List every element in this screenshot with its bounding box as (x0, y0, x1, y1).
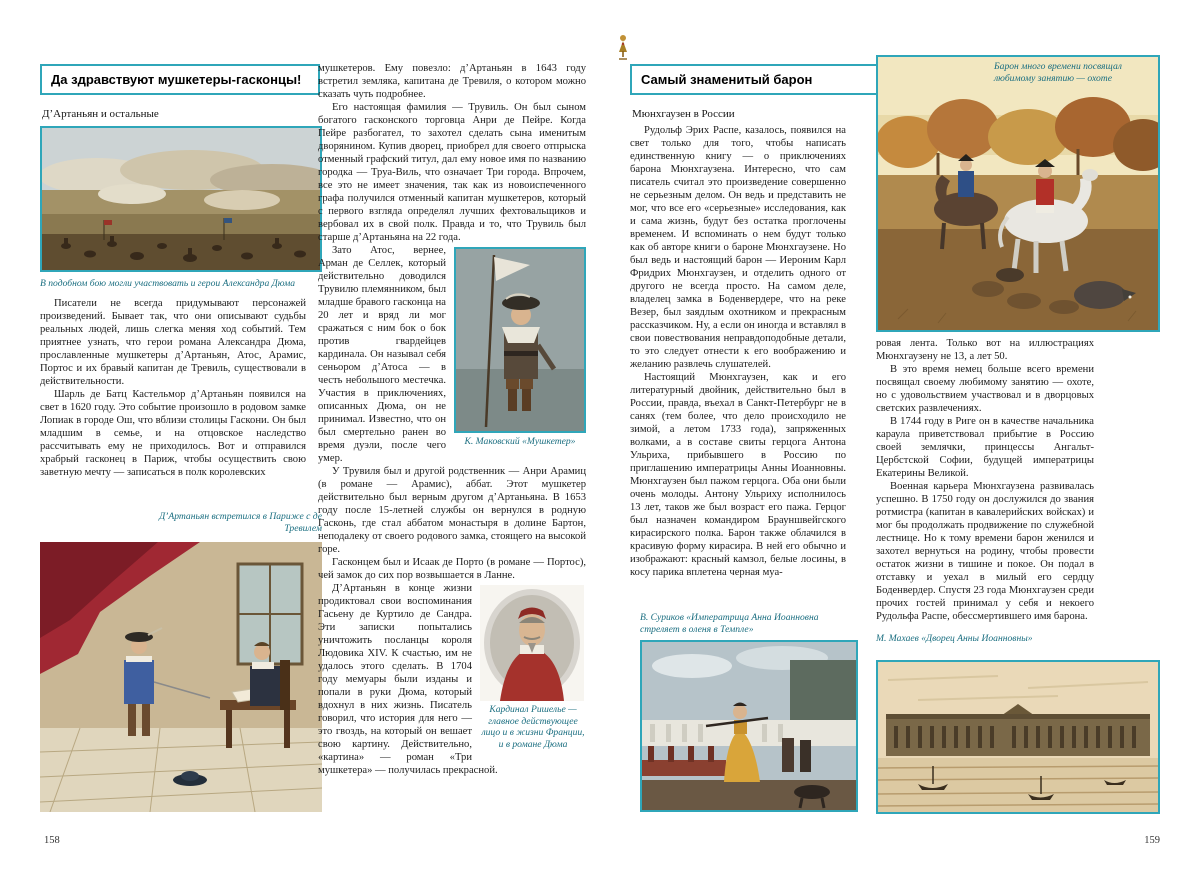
paragraph: Зато Атос, вернее, Арман де Селлек, который действительно доводился Трувилю племянником, был младше бравого гасконца на 20 лет и вряд ли мог сражаться с ним бок о бок против гвардейцев кардинала. Он называл себя сеньором д’Атоса — в честь небольшого местечка. Участия в приключениях, описанных Дюма, он не принимал. Известно, что он был смертельно ранен во время дуэли, после чего умер. (318, 245, 446, 464)
battle-scene-image (40, 126, 322, 272)
right-page-number: 159 (1144, 835, 1160, 846)
richelieu-caption: Кардинал Ришелье — главное действующее лицо и в жизни Франции, и в романе Дюма (481, 704, 585, 750)
paragraph: ровая лента. Только вот на иллюстрациях Мюнхгаузену не 13, а лет 50. (876, 338, 1094, 362)
left-page-subtitle: Д’Артаньян и остальные (42, 108, 159, 120)
musketeer-painting (454, 247, 586, 433)
paragraph: Шарль де Батц Кастельмор д’Артаньян появился на свет в 1620 году. Это событие произошло в родовом замке Лопиак в городе Ош, что вблизи столицы Гаскони. Он был младшим в семье, и на отцовское наследство рассчитывать ему не приходилось. Вот и отправился храбрый гасконец в Париж, чтобы осуществить свою заветную мечту — записаться в полк королевских (40, 389, 306, 478)
paragraph: Его настоящая фамилия — Трувиль. Он был сыном богатого гасконского торговца Анри де Пейре. Когда Пейре разбогател, то захотел сделать сына именитым дворянином. Купив дворец, приобрел для своего отпрыска отменный графский титул, дал ему новое имя по названию городка — Труа-Виль, что означает Три города. Впрочем, все это не имеет значения, так как из новоиспеченного графа получился отменный капитан мушкетеров, который с первого взгляда определял лучших фехтовальщиков и вербовал их в свой полк. Правда и то, что Трувиль был старше д’Артаньяна на 22 года. (318, 102, 586, 243)
paragraph: Д’Артаньян в конце жизни продиктовал свои воспоминания Гасьену де Куртило де Сандра. Эти записки попытались уничтожить посланцы короля Людовика XIV. К счастью, им не удалось этого сделать. В 1704 году мемуары были изданы и попали в руки Дюма, который вдохнул в них жизнь. Писатель говорил, что история для него — это гвоздь, на который он вешает свою картину. Действительно, «картина» — роман «Три мушкетера» — получилась прекрасной. (318, 583, 498, 776)
right-column-1 (630, 124, 846, 616)
ornament-icon (615, 34, 631, 60)
paragraph: Рудольф Эрих Распе, казалось, появился на свет только для того, чтобы написать единственную книгу — о приключениях барона Мюнхгаузена. Интересно, что сам писатель считал это произведение совершенно не серьезным делом. Он ведь и представить не мог, что все его «серьезные» исследования, как и сама жизнь, будут без остатка проглочены временем. И вспоминать о нем будут только как об авторе книги о бароне Мюнхгаузене. Но был ведь и настоящий барон — Иероним Карл Фридрих Мюнхгаузен, и отделить одного от другого не всегда просто. На самом деле, владелец замка в Боденвердере, что на реке Везер, был заядлым охотником и прекрасным рассказчиком. Ну, а если он иногда и вставлял в свои повествования неправдоподобные детали, то это следует отнести к его воображению и желанию развлечь слушателей. (630, 125, 846, 370)
paragraph: У Трувиля был и другой родственник — Анри Арамиц (в романе — Арамис), аббат. Этот мушкетер действительно был верным другом д’Артаньяна. В 1653 году после 15-летней службы он вернулся в родную Гасконь, где стал аббатом монастыря в долине Бартон, неподалеку от своего родового замка, стоящего на высокой горе. (318, 466, 586, 555)
paragraph: Гасконцем был и Исаак де Порто (в романе — Портос), чей замок до сих пор возвышается в Ланне. (318, 557, 586, 581)
right-column-2 (876, 337, 1094, 627)
battle-scene-caption: В подобном бою могли участвовать и герои Александра Дюма (40, 278, 296, 289)
left-column-1 (40, 297, 306, 511)
paragraph: В это время немец больше всего времени посвящал своему любимому занятию — охоте, но с удовольствием участвовал и в дворцовых светских развлечениях. (876, 364, 1094, 414)
hunting-illustration (876, 55, 1160, 332)
musketeer-caption: К. Маковский «Мушкетер» (464, 436, 576, 447)
paragraph: мушкетеров. Ему повезло: д’Артаньян в 1643 году встретил земляка, капитана де Тревиля, о котором можно сказать чуть подробнее. (318, 63, 586, 100)
hunting-caption: Барон много времени посвящал любимому занятию — охоте (994, 61, 1122, 84)
left-column-2 (318, 62, 586, 834)
left-page-title: Да здравствуют мушкетеры-гасконцы! (40, 64, 320, 95)
paragraph: Настоящий Мюнхгаузен, как и его литературный двойник, действительно был в России, правда, въехал в Санкт-Петербург не в санях (тем более, что дело происходило не зимой, а летом 1733 года), запряженных волками, а в составе свиты герцога Антона Ульриха, прибывшего в Россию по приглашению императрицы Анны Иоанновны. Мюнхгаузен был пажом герцога. Оба они были очень молоды. Антону Ульриху исполнилось 13 лет, таков же был возраст его пажа. Герцог был назначен командиром Брауншвейгского кирасирского полка. Барон также облачился в красивую форму кирасира. В ней его обычно и изображают: красный камзол, белые лосины, в косу парика вплетена черная муа- (630, 372, 846, 578)
makhaev-caption: М. Махаев «Дворец Анны Иоанновны» (876, 633, 1033, 644)
musketeer-figure (454, 247, 586, 448)
surikov-caption: В. Суриков «Императрица Анна Иоанновна стреляет в оленя в Темпле» (640, 612, 819, 635)
richelieu-figure (480, 585, 586, 750)
richelieu-portrait (480, 585, 584, 701)
paragraph: Военная карьера Мюнхгаузена развивалась успешно. В 1750 году он дослужился до звания ротмистра (капитан в кавалерийских войсках) и мог бы продолжать продвижение по служебной лестнице. Но к тому времени барон женился и захотел вернуться на родину, чтобы провести остаток жизни в тишине и покое. Он подал в отставку и уехал в милый его сердцу Боденвердер. Спустя 23 года Мюнхгаузен среди прочих гостей принимал у себя и некоего Рудольфа Распе, обессмертившего имя барона. (876, 481, 1094, 622)
left-page-number: 158 (44, 835, 60, 846)
meeting-caption: Д’Артаньян встретился в Париже с де Тревилем (159, 511, 322, 534)
paragraph: Писатели не всегда придумывают персонажей произведений. Бывает так, что они описывают судьбы реальных людей, лишь слегка меняя ход событий. Тем приятнее узнать, что герои романа Александра Дюма, прославленные мушкетеры д’Артаньян, Атос, Арамис, Портос и их бравый капитан де Тревиль, существовали в действительности. (40, 298, 306, 387)
makhaev-engraving (876, 660, 1160, 814)
right-page-subtitle: Мюнхгаузен в России (632, 108, 735, 120)
right-page-title: Самый знаменитый барон (630, 64, 880, 95)
paragraph: В 1744 году в Риге он в качестве начальника караула приветствовал прибытие в Россию своей землячки, принцессы Ангальт-Цербстской Софии, будущей императрицы Екатерины Великой. (876, 416, 1094, 479)
surikov-painting (640, 640, 858, 812)
meeting-illustration (40, 542, 322, 812)
